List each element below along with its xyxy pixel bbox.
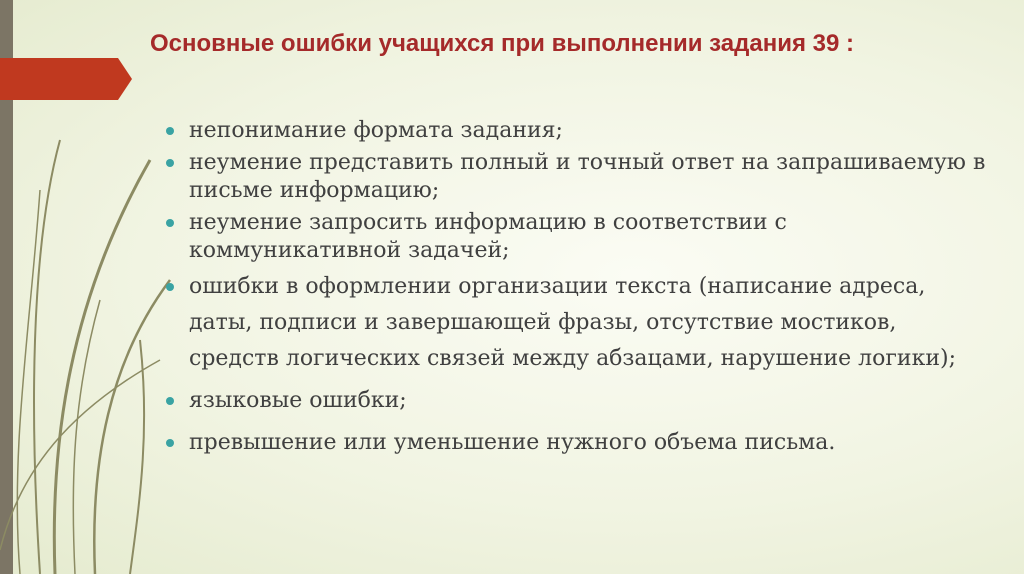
bullet-text: ошибки в оформлении организации текста (написание адреса, даты, подписи и завершающей фразы, отсутствие мостиков, средств логических связей между абзацами, нарушение логики); [189, 274, 957, 371]
bullet-icon [166, 127, 174, 135]
list-item [166, 149, 986, 205]
list-item [166, 117, 986, 145]
bullet-icon [166, 439, 174, 447]
list-item [166, 269, 986, 377]
bullet-icon [166, 159, 174, 167]
bullet-text: превышение или уменьшение нужного объема письма. [189, 430, 836, 455]
list-item [166, 425, 986, 461]
slide-title: Основные ошибки учащихся при выполнении задания 39 : [150, 30, 854, 57]
list-item [166, 209, 986, 265]
bullet-text: языковые ошибки; [189, 388, 407, 413]
bullet-text: неумение запросить информацию в соответствии с коммуникативной задачей; [189, 210, 787, 263]
bullet-icon [166, 283, 174, 291]
bullet-list [166, 117, 986, 467]
bullet-text: непонимание формата задания; [189, 118, 563, 143]
list-item [166, 383, 986, 419]
bullet-icon [166, 219, 174, 227]
bullet-icon [166, 397, 174, 405]
bullet-text: неумение представить полный и точный ответ на запрашиваемую в письме информацию; [189, 150, 986, 203]
red-arrow-banner [0, 0, 140, 120]
